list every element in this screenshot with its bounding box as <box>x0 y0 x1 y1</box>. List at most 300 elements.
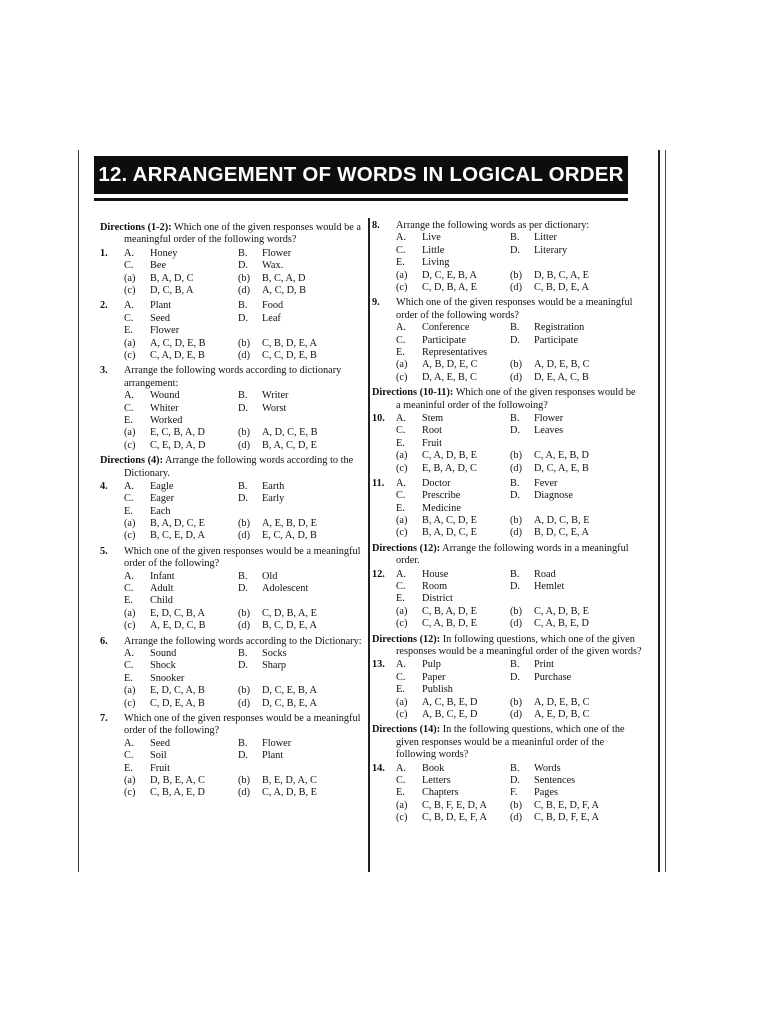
question-stem-row <box>100 713 364 738</box>
word-text: Stem <box>422 412 444 424</box>
option-label: (a) <box>124 685 136 697</box>
word-letter: E. <box>396 684 405 696</box>
word-letter: A. <box>396 232 407 244</box>
answer-option-row <box>100 285 364 297</box>
word-letter: D. <box>238 583 249 595</box>
word-text: Early <box>262 493 285 505</box>
answer-option-row <box>100 608 364 620</box>
word-letter: C. <box>396 774 406 786</box>
word-letter: C. <box>124 312 134 324</box>
option-text: A, C, B, E, D <box>422 696 478 708</box>
answer-option-row <box>100 698 364 710</box>
word-text: Child <box>150 595 173 607</box>
word-text: Diagnose <box>534 490 573 502</box>
word-row <box>372 490 642 502</box>
option-text: D, C, E, B, A <box>262 685 317 697</box>
word-letter: C. <box>396 671 406 683</box>
word-letter: E. <box>124 414 133 426</box>
question-stem-row <box>372 297 642 322</box>
word-text: Snooker <box>150 672 185 684</box>
word-text: House <box>422 568 449 580</box>
option-text: C, D, B, A, E <box>422 281 477 293</box>
word-text: Food <box>262 300 284 312</box>
word-row <box>100 750 364 762</box>
word-text: Participate <box>534 334 579 346</box>
word-text: Each <box>150 505 171 517</box>
option-text: D, A, E, B, C <box>422 371 477 383</box>
word-text: Honey <box>150 247 178 259</box>
word-letter: C. <box>396 490 406 502</box>
answer-option-row <box>100 685 364 697</box>
word-letter: B. <box>510 412 520 424</box>
word-letter: D. <box>238 660 249 672</box>
word-text: Literary <box>534 244 568 256</box>
word-text: Conference <box>422 322 470 334</box>
option-text: C, B, E, D, F, A <box>534 799 599 811</box>
word-text: Earth <box>262 480 285 492</box>
word-text: Pulp <box>422 659 441 671</box>
option-text: B, A, D, C, E <box>422 527 477 539</box>
word-letter: A. <box>124 300 135 312</box>
option-label: (d) <box>510 527 523 539</box>
option-label: (d) <box>238 697 251 709</box>
option-label: (b) <box>238 685 251 697</box>
option-text: C, A, E, B, D <box>534 450 589 462</box>
option-label: (d) <box>510 281 523 293</box>
word-letter: D. <box>510 244 521 256</box>
option-label: (b) <box>238 518 251 530</box>
option-text: A, C, D, B <box>262 284 307 296</box>
question-number: 11. <box>372 477 385 489</box>
word-letter: E. <box>396 787 405 799</box>
word-text: Registration <box>534 322 585 334</box>
word-text: Worked <box>150 414 183 426</box>
word-row <box>100 660 364 672</box>
answer-option-row <box>100 440 364 452</box>
option-text: C, A, B, D, E <box>422 618 477 630</box>
question-stem: Arrange the following words according to dictionary arrangement: <box>124 365 342 389</box>
option-text: D, C, E, B, A <box>422 269 477 281</box>
word-letter: D. <box>510 425 521 437</box>
option-label: (d) <box>238 439 251 451</box>
word-letter: E. <box>124 325 133 337</box>
word-text: Bee <box>150 260 167 272</box>
option-label: (c) <box>124 284 136 296</box>
question-number: 10. <box>372 412 385 424</box>
option-text: A, D, C, B, E <box>534 515 590 527</box>
word-text: Flower <box>262 737 292 749</box>
word-row <box>372 659 642 671</box>
directions-text: In following questions, which one of the given responses would be a meaningful order of the given words? <box>396 633 642 658</box>
word-row <box>372 672 642 684</box>
question <box>372 297 642 384</box>
question <box>100 365 364 452</box>
option-label: (b) <box>238 427 251 439</box>
option-label: (b) <box>238 337 251 349</box>
word-text: Publish <box>422 684 453 696</box>
option-text: B, A, C, D, E <box>262 439 317 451</box>
word-row <box>100 738 364 750</box>
question <box>372 569 642 631</box>
word-row <box>100 481 364 493</box>
word-row <box>372 569 642 581</box>
answer-option-row <box>372 450 642 462</box>
word-text: Fruit <box>422 437 443 449</box>
option-label: (b) <box>510 799 523 811</box>
question-stem: Which one of the given responses would be a meaningful order of the following? <box>124 712 361 737</box>
word-row <box>100 260 364 272</box>
word-row <box>100 595 364 607</box>
word-text: Hemlet <box>534 581 565 593</box>
word-row <box>372 257 642 269</box>
word-letter: D. <box>238 312 249 324</box>
answer-option-row <box>100 427 364 439</box>
option-label: (b) <box>238 272 251 284</box>
word-text: Pages <box>534 787 559 799</box>
word-text: Little <box>422 244 445 256</box>
option-text: B, A, D, C, E <box>150 518 205 530</box>
word-text: Wax. <box>262 260 284 272</box>
question <box>372 763 642 825</box>
question-stem-row <box>100 365 364 390</box>
word-row <box>100 583 364 595</box>
option-label: (d) <box>510 708 523 720</box>
question-number: 7. <box>100 712 108 724</box>
directions-label: Directions (10-11): <box>372 387 454 399</box>
option-text: A, D, E, B, C <box>534 696 590 708</box>
question-number: 13. <box>372 659 385 671</box>
option-text: B, C, D, E, A <box>262 620 317 632</box>
word-text: Chapters <box>422 787 459 799</box>
option-text: D, C, B, A <box>150 284 194 296</box>
answer-option-row <box>372 359 642 371</box>
word-text: Sharp <box>262 660 287 672</box>
option-label: (a) <box>124 607 136 619</box>
word-letter: C. <box>124 583 134 595</box>
word-text: Eagle <box>150 480 174 492</box>
question-number: 9. <box>372 297 380 309</box>
word-text: Soil <box>150 750 167 762</box>
word-text: Old <box>262 570 278 582</box>
question <box>100 248 364 298</box>
word-text: Adolescent <box>262 583 309 595</box>
word-text: Plant <box>150 300 172 312</box>
option-text: A, E, B, D, E <box>262 518 317 530</box>
word-letter: E. <box>124 505 133 517</box>
question <box>100 546 364 633</box>
option-label: (c) <box>396 462 408 474</box>
word-text: Eager <box>150 493 175 505</box>
option-label: (b) <box>238 607 251 619</box>
question-stem-row <box>100 636 364 648</box>
option-text: A, B, D, E, C <box>422 359 478 371</box>
option-label: (a) <box>396 359 408 371</box>
option-label: (d) <box>238 284 251 296</box>
word-text: Infant <box>150 570 175 582</box>
question <box>372 413 642 475</box>
option-label: (d) <box>238 787 251 799</box>
word-letter: B. <box>238 570 248 582</box>
word-row <box>372 593 642 605</box>
word-text: Worst <box>262 402 287 414</box>
word-row <box>100 648 364 660</box>
option-label: (b) <box>510 605 523 617</box>
option-text: E, D, C, B, A <box>150 607 205 619</box>
option-text: D, C, B, E, A <box>262 697 317 709</box>
directions-text: Arrange the following words according to the Dictionary. <box>124 455 354 479</box>
word-letter: D. <box>510 490 521 502</box>
option-label: (a) <box>124 427 136 439</box>
word-letter: E. <box>396 502 405 514</box>
word-letter: A. <box>124 648 135 660</box>
answer-option-row <box>100 620 364 632</box>
word-text: Letters <box>422 774 451 786</box>
word-letter: E. <box>124 762 133 774</box>
question-number: 8. <box>372 220 380 231</box>
answer-option-row <box>372 709 642 721</box>
word-text: Litter <box>534 232 557 244</box>
word-text: Room <box>422 581 448 593</box>
word-letter: D. <box>510 334 521 346</box>
word-text: Flower <box>262 247 292 259</box>
word-text: Living <box>422 257 450 269</box>
option-text: C, A, D, B, E <box>422 450 477 462</box>
word-text: Flower <box>150 325 180 337</box>
word-letter: E. <box>396 593 405 605</box>
directions-text: Arrange the following words in a meaningful order. <box>396 542 629 567</box>
word-text: Book <box>422 762 445 774</box>
question <box>100 300 364 362</box>
word-row <box>372 245 642 257</box>
word-row <box>372 581 642 593</box>
word-text: District <box>422 593 453 605</box>
word-letter: F. <box>510 787 518 799</box>
page-frame <box>78 150 666 872</box>
word-letter: B. <box>238 300 248 312</box>
word-text: Seed <box>150 737 171 749</box>
word-letter: B. <box>510 568 520 580</box>
option-text: E, B, A, D, C <box>422 462 477 474</box>
word-row <box>372 335 642 347</box>
word-row <box>372 413 642 425</box>
answer-option-row <box>372 812 642 824</box>
word-row <box>372 503 642 515</box>
option-label: (c) <box>396 281 408 293</box>
word-letter: C. <box>396 244 406 256</box>
word-text: Purchase <box>534 671 572 683</box>
option-label: (b) <box>510 269 523 281</box>
word-letter: B. <box>238 480 248 492</box>
question-stem-row <box>372 220 642 232</box>
option-label: (c) <box>124 530 136 542</box>
word-text: Prescribe <box>422 490 461 502</box>
question <box>372 478 642 540</box>
word-letter: B. <box>238 648 248 660</box>
option-label: (b) <box>510 359 523 371</box>
word-row <box>372 438 642 450</box>
option-text: E, D, C, A, B <box>150 685 205 697</box>
word-row <box>100 415 364 427</box>
option-label: (d) <box>510 618 523 630</box>
word-row <box>372 763 642 775</box>
word-text: Plant <box>262 750 284 762</box>
answer-option-row <box>372 270 642 282</box>
word-text: Participate <box>422 334 467 346</box>
directions-label: Directions (1-2): <box>100 222 172 233</box>
directions <box>372 543 642 568</box>
answer-option-row <box>100 338 364 350</box>
question-stem-row <box>100 546 364 571</box>
option-text: D, E, A, C, B <box>534 371 589 383</box>
option-text: E, C, A, D, B <box>262 530 317 542</box>
option-label: (a) <box>124 774 136 786</box>
directions-label: Directions (4): <box>100 455 164 467</box>
option-text: D, B, E, A, C <box>150 774 205 786</box>
word-letter: C. <box>124 660 134 672</box>
word-letter: E. <box>124 595 133 607</box>
word-letter: A. <box>124 247 135 259</box>
word-letter: C. <box>124 493 134 505</box>
word-letter: A. <box>124 480 135 492</box>
question-stem: Arrange the following words according to the Dictionary: <box>124 635 362 647</box>
question <box>372 659 642 721</box>
option-label: (b) <box>510 696 523 708</box>
word-letter: A. <box>396 412 407 424</box>
option-label: (a) <box>124 272 136 284</box>
word-text: Leaves <box>534 425 564 437</box>
option-text: C, B, A, D, E <box>422 605 477 617</box>
option-text: B, E, D, A, C <box>262 774 317 786</box>
title-banner <box>94 156 628 194</box>
word-letter: A. <box>396 477 407 489</box>
word-letter: D. <box>510 774 521 786</box>
option-label: (a) <box>396 799 408 811</box>
option-text: C, B, D, E, F, A <box>422 812 487 824</box>
word-letter: E. <box>396 346 405 358</box>
option-text: C, D, E, A, B <box>150 697 205 709</box>
word-letter: C. <box>124 402 134 414</box>
word-row <box>372 684 642 696</box>
question <box>372 220 642 294</box>
option-label: (d) <box>238 349 251 361</box>
option-text: C, C, D, E, B <box>262 349 317 361</box>
question-number: 5. <box>100 545 108 557</box>
option-label: (d) <box>238 620 251 632</box>
directions-text: Which one of the given responses would be a meaninful order of the followoing? <box>396 387 636 411</box>
word-letter: D. <box>238 402 249 414</box>
word-letter: C. <box>396 334 406 346</box>
directions <box>372 634 642 659</box>
word-row <box>100 390 364 402</box>
word-text: Words <box>534 762 561 774</box>
word-letter: C. <box>124 260 134 272</box>
question-number: 12. <box>372 568 385 580</box>
word-text: Sound <box>150 648 177 660</box>
directions-label: Directions (12): <box>372 633 441 645</box>
question-number: 6. <box>100 635 108 647</box>
word-letter: A. <box>124 570 135 582</box>
option-text: A, D, E, B, C <box>534 359 590 371</box>
word-letter: A. <box>124 737 135 749</box>
word-text: Leaf <box>262 312 281 324</box>
answer-option-row <box>372 372 642 384</box>
word-letter: B. <box>510 659 520 671</box>
option-label: (b) <box>510 450 523 462</box>
directions <box>100 222 364 247</box>
option-text: A, C, D, E, B <box>150 337 206 349</box>
word-letter: C. <box>396 581 406 593</box>
option-label: (c) <box>396 527 408 539</box>
word-row <box>372 232 642 244</box>
word-row <box>372 347 642 359</box>
option-label: (a) <box>396 269 408 281</box>
word-row <box>100 506 364 518</box>
directions-label: Directions (14): <box>372 724 441 736</box>
question-number: 1. <box>100 247 108 259</box>
directions <box>372 387 642 412</box>
question <box>100 713 364 800</box>
word-text: Doctor <box>422 477 451 489</box>
option-text: C, D, B, A, E <box>262 607 317 619</box>
word-text: Seed <box>150 312 171 324</box>
word-text: Socks <box>262 648 287 660</box>
right-border-rule-outer <box>665 150 666 872</box>
option-label: (c) <box>124 620 136 632</box>
option-label: (b) <box>510 515 523 527</box>
option-label: (a) <box>396 450 408 462</box>
word-row <box>100 673 364 685</box>
answer-option-row <box>372 282 642 294</box>
question <box>100 636 364 710</box>
word-text: Whiter <box>150 402 179 414</box>
word-letter: C. <box>396 425 406 437</box>
option-text: C, B, A, E, D <box>150 787 205 799</box>
answer-option-row <box>100 350 364 362</box>
option-label: (d) <box>510 812 523 824</box>
word-letter: D. <box>510 671 521 683</box>
answer-option-row <box>100 530 364 542</box>
word-letter: B. <box>238 247 248 259</box>
option-text: A, B, C, E, D <box>422 708 478 720</box>
word-text: Writer <box>262 390 289 402</box>
option-label: (c) <box>396 371 408 383</box>
option-label: (a) <box>124 518 136 530</box>
word-letter: A. <box>396 322 407 334</box>
option-text: B, A, D, C <box>150 272 194 284</box>
option-text: C, B, F, E, D, A <box>422 799 487 811</box>
word-letter: A. <box>124 390 135 402</box>
word-row <box>100 493 364 505</box>
page-title: 12. ARRANGEMENT OF WORDS IN LOGICAL ORDER <box>98 163 624 186</box>
word-row <box>372 478 642 490</box>
question-number: 4. <box>100 480 108 492</box>
option-text: B, C, E, D, A <box>150 530 205 542</box>
directions-text: In the following questions, which one of the given responses would be a meaninful order of the following words? <box>396 724 625 761</box>
word-letter: D. <box>238 260 249 272</box>
answer-option-row <box>100 273 364 285</box>
answer-option-row <box>100 518 364 530</box>
option-label: (d) <box>510 462 523 474</box>
option-text: D, C, A, E, B <box>534 462 589 474</box>
option-text: B, D, C, E, A <box>534 527 589 539</box>
word-text: Print <box>534 659 555 671</box>
word-letter: B. <box>510 322 520 334</box>
word-letter: B. <box>510 762 520 774</box>
answer-option-row <box>100 775 364 787</box>
option-text: C, A, D, B, E <box>534 605 589 617</box>
option-label: (a) <box>396 696 408 708</box>
word-row <box>372 425 642 437</box>
